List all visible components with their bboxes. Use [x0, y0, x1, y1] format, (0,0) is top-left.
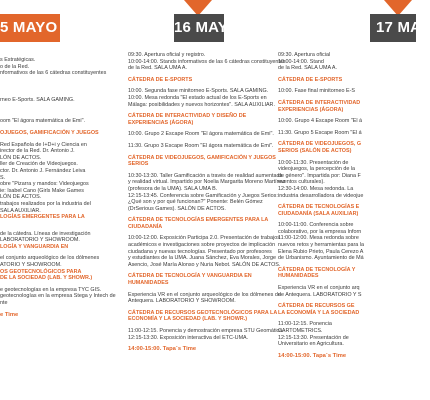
section-heading: ECONOMÍA Y LA SOCIEDAD (LAB. Y SHOWR.): [128, 316, 248, 323]
schedule-line: (profesora de la UMA). SALA UMA B.: [128, 185, 218, 192]
schedule-line: 09:30. Apertura oficial y registro.: [128, 52, 206, 58]
section-heading: CÁTEDRA DE TECNOLOGÍA Y VANGUARDIA EN: [128, 273, 252, 280]
schedule-line: Asencio, José María Alonso y Nuria Nebot. SALÓN DE ACTOS.: [128, 261, 281, 268]
tapas-time: 14:00-15:00. Tapa´s Time: [128, 346, 197, 353]
schedule-line: de la Red. SALA UMA A.: [278, 65, 338, 72]
schedule-line: 10:00. Grupo 4 Escape Room "El á: [278, 118, 363, 125]
section-heading: OJUEGOS, GAMIFICACIÓN Y JUEGOS: [0, 129, 99, 136]
schedule-line: geotecnologías en la empresa Stega y Intech de: [0, 293, 116, 300]
schedule-line: CARTOMETRICS.: [278, 328, 323, 334]
section-heading: OS GEOTECNOLÓGICOS PARA: [0, 268, 82, 275]
section-heading: HUMANIDADES: [278, 273, 319, 280]
schedule-line: trabajos realizados por la industria del: [0, 200, 91, 207]
section-heading: CÁTEDRA DE VIDEOJUEGOS, G: [278, 141, 362, 148]
section-heading: LOGÍA Y VANGUARDIA EN: [0, 243, 69, 250]
schedule-line: de género". Impartida por: Diana F: [278, 172, 361, 179]
schedule-line: rneo E-Sports. SALA GAMING.: [0, 96, 75, 103]
schedule-line: Antequera. LABORATORIO Y SHOWROOM.: [128, 298, 236, 305]
day-header-middle: [128, 0, 268, 52]
section-heading: CÁTEDRA DE INTERACTIVIDAD Y DISEÑO DE: [128, 113, 247, 120]
schedule-line: 09:30. Apertura oficial: [278, 52, 331, 58]
tapas-time: 14:00-15:00. Tapa´s Time: [278, 352, 347, 359]
schedule-line: de Urbanismo. Ayuntamiento de Má: [278, 255, 364, 262]
schedule-line: 11:30. Grupo 5 Escape Room "El á: [278, 129, 362, 136]
schedule-line: LÓN DE ACTOS.: [0, 154, 42, 161]
section-heading: CÁTEDRA DE INTERACTIVIDAD: [278, 99, 361, 106]
section-heading: CÁTEDRA DE VIDEOJUEGOS, GAMIFICACIÓN Y JUEGOS: [128, 154, 276, 161]
schedule-line: Elena Rubio Prieto, Paula Cerezo A: [278, 248, 364, 255]
day-header-left: [0, 0, 122, 52]
schedule-line: Universitario en Agricultura.: [278, 341, 344, 348]
day-label-right: 17 MAY: [370, 14, 416, 42]
section-heading: EXPERIENCIAS (ÁGORA): [128, 119, 194, 126]
schedule-line: 12:15-13:30. Presentación de: [278, 334, 349, 341]
section-heading: CÁTEDRA DE TECNOLOGÍA Y: [278, 266, 356, 273]
section-heading: SERIOS: [128, 161, 149, 168]
schedule-line: 12:15-13:30. Exposición interactiva del ETC-UMA.: [128, 334, 249, 341]
schedule-line: el conjunto arqueológico de los dólmenes: [0, 255, 100, 262]
section-heading: HUMANIDADES: [128, 280, 169, 287]
day-column-right: [278, 0, 430, 400]
schedule-line: SALA AUXILIAR.: [0, 207, 41, 214]
schedule-list-right: [278, 52, 400, 359]
schedule-line: ie: Isabel Cano (Girls Make Games: [0, 187, 84, 194]
schedule-line: de la cátedra. Líneas de investigación: [0, 230, 91, 237]
section-heading: DE LA SOCIEDAD (LAB. Y SHOWR.): [0, 275, 93, 282]
section-heading: SERIOS (SALÓN DE ACTOS): [278, 147, 352, 154]
schedule-line: 10:30-13:30. Taller Gamificación a través de realidad aumentada: [128, 172, 283, 179]
schedule-line: académicos e investigaciones sobre proyectos de implicación: [128, 242, 276, 249]
section-heading: EXPERIENCIAS (ÁGORA): [278, 106, 344, 113]
tapas-time: e Time: [0, 311, 19, 318]
section-heading: CÁTEDRA DE E-SPORTS: [128, 76, 193, 83]
schedule-line: 10:00. Grupo 2 Escape Room "El ágora matemática de Emi".: [128, 131, 274, 138]
schedule-line: 12:15-13:45. Conferencia sobre Gamificación y Juegos Serios:: [128, 192, 278, 199]
schedule-line: obre "Pizarra y mandos: Videojuegos: [0, 181, 89, 188]
schedule-line: de la Red. SALA UMA A.: [128, 65, 188, 72]
schedule-line: y estudiantes de la UMA. Juana Sánchez, Eva Morales, Jorge: [128, 255, 277, 262]
section-heading: CIUDADANÍA: [128, 223, 163, 230]
schedule-line: Red Española de I+D+i y Ciencia en: [0, 141, 87, 148]
schedule-line: 10:00. Mesa redonda "El estado actual de los E-Sports en: [128, 94, 267, 101]
schedule-line: 10:00. Fase final minitorneo E-S: [278, 88, 356, 95]
schedule-line: 12:30-14:00. Mesa redonda. La: [278, 185, 354, 192]
section-heading: LA ECONOMÍA Y LA SOCIEDAD: [278, 309, 360, 316]
schedule-line: oom "El ágora matemática de Emi".: [0, 118, 86, 125]
schedule-line: Experiencia VR en el conjunto arqueológico de los dólmenes de: [128, 291, 281, 298]
section-heading: CÁTEDRA DE TECNOLOGÍAS E: [278, 204, 360, 211]
schedule-list-middle: [128, 52, 286, 353]
schedule-line: Experiencia VR en el conjunto arq: [278, 285, 360, 292]
schedule-line: 11:30. Grupo 3 Escape Room "El ágora matemática de Emi".: [128, 142, 274, 149]
day-label-left: 5 MAYO: [0, 14, 60, 42]
schedule-line: nuevos retos y herramientas para la: [278, 242, 364, 249]
schedule-line: y realidad virtual. Impartido por Noelia Margarita Moreno Martínez: [128, 179, 286, 186]
schedule-line: ATORIO Y SHOWROOM.: [0, 262, 62, 269]
schedule-line: eventos culturales).: [278, 179, 325, 186]
schedule-line: 10:00-14:00. Stand: [278, 58, 324, 65]
section-heading: CÁTEDRA DE RECURSOS GE: [278, 303, 355, 310]
schedule-line: LÓN DE ACTOS.: [0, 194, 42, 201]
schedule-line: irector de la Red. Dr. Antonio J.: [0, 148, 75, 155]
schedule-line: nformativos de las 6 cátedras constituyentes: [0, 70, 107, 77]
schedule-line: ciudadana y nuevas tecnologías. Presentado por profesores: [128, 248, 272, 255]
section-heading: CÁTEDRA DE TECNOLOGÍAS EMERGENTES PARA LA: [128, 217, 269, 224]
schedule-line: ¿Qué son y por qué funcionan?" Ponente: Belén Gómez: [128, 199, 263, 206]
schedule-line: o de la Red.: [0, 63, 30, 70]
schedule-line: Málaga: posibilidades y nuevos horizontes". SALA AUXILIAR.: [128, 101, 275, 108]
day-column-middle: [128, 0, 286, 400]
section-heading: CIUDADANÍA (SALA AUXILIAR): [278, 210, 359, 217]
schedule-line: 11:00-12:15. Ponencia y demostración empresa STU Geomática.: [128, 328, 284, 334]
section-heading: LOGÍAS EMERGENTES PARA LA: [0, 214, 85, 221]
schedule-list-left: [0, 52, 122, 318]
schedule-line: videojuegos, la percepción de la: [278, 166, 356, 173]
schedule-line: 10:00-14:00. Stands informativos de las 6 cátedras constituyentes: [128, 58, 286, 65]
schedule-line: 10:00-12:00. Exposición Participa 2.0. Presentación de trabajos: [128, 235, 280, 242]
schedule-line: 10:00-11:30. Presentación de: [278, 159, 349, 166]
schedule-line: 11:00-12:00. Mesa redonda sobre: [278, 235, 359, 242]
schedule-line: e geotecnologías en la empresa TYC GIS.: [0, 286, 102, 293]
schedule-line: 10:00. Segunda fase minitorneo E-Sports. SALA GAMING.: [128, 88, 269, 95]
schedule-line: ctor. Dr. Antonio J. Fernández Leiva: [0, 167, 86, 174]
schedule-line: industria desarrolladora de videojue: [278, 192, 364, 199]
day-column-left: [0, 0, 122, 400]
schedule-line: colaborativo, por la empresa Inforn: [278, 228, 362, 235]
schedule-line: S.: [0, 174, 6, 181]
schedule-line: 10:00-11:00. Conferencia sobre: [278, 222, 354, 229]
section-heading: CÁTEDRA DE RECURSOS GEOTECNOLÓGICOS PARA LA: [128, 309, 278, 316]
day-label-middle: 16 MAYO: [174, 14, 224, 42]
day-header-right: [278, 0, 430, 52]
schedule-line: LABORATORIO Y SHOWROOM.: [0, 237, 80, 244]
schedule-line: de Antequera. LABORATORIO Y S: [278, 291, 362, 298]
schedule-line: (DrSerious Games). SALÓN DE ACTOS.: [128, 205, 226, 212]
schedule-line: 11:00-12:15. Ponencia: [278, 321, 332, 328]
schedule-line: s Estratégicas.: [0, 57, 36, 63]
section-heading: CÁTEDRA DE E-SPORTS: [278, 76, 343, 83]
schedule-line: ller de Creación de Videojuegos.: [0, 161, 78, 168]
schedule-line: nte: [0, 300, 8, 307]
